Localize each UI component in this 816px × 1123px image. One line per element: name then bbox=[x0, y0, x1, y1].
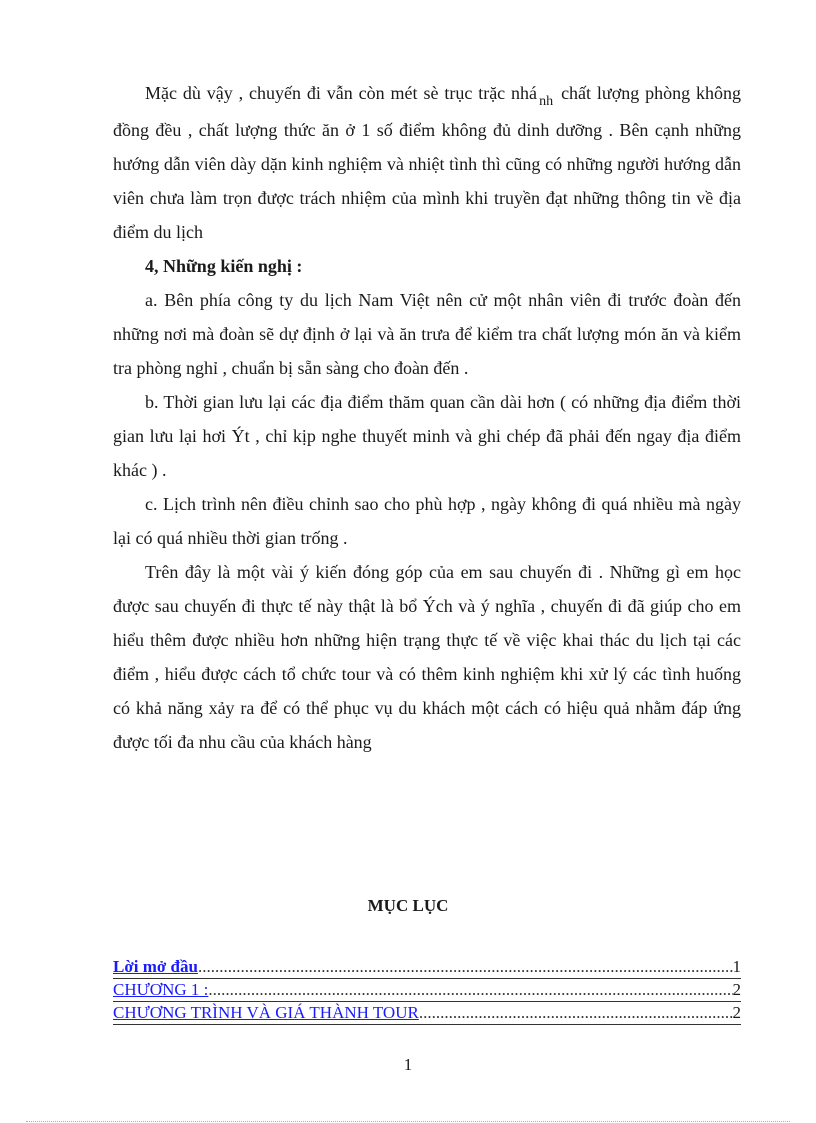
recommendation-a: a. Bên phía công ty du lịch Nam Việt nên cử một nhân viên đi trước đoàn đến những nơi mà đoàn sẽ dự định ở lại và ăn trưa để kiểm tra chất lượng món ăn và kiểm tra phòng nghỉ , chuẩn bị sẵn sàng cho đoàn đến . bbox=[113, 290, 741, 378]
paragraph-text: chất lượng phòng không đồng đều , chất lượng thức ăn ở 1 số điểm không đủ dinh dưỡng . Bên cạnh những hướng dẫn viên dày dặn kinh nghiệm và nhiệt tình thì cũng có những người hướng dẫn viên chưa làm trọn được trách nhiệm của mình khi truyền đạt những thông tin về địa điểm du lịch bbox=[113, 83, 741, 242]
toc-title: MỤC LỤC bbox=[367, 896, 449, 915]
toc-page-number: 1 bbox=[732, 957, 741, 976]
paragraph-conclusion: Trên đây là một vài ý kiến đóng góp của em sau chuyến đi . Những gì em học được sau chuyến đi thực tế này thật là bổ Ých và ý nghĩa , chuyến đi đã giúp cho em hiểu thêm được nhiều hơn những hiện trạng thực tế về việc khai thác du lịch tại các điểm , hiểu được cách tổ chức tour và có thêm kinh nghiệm khi xử lý các tình huống có khả năng xảy ra để có thể phục vụ du khách một cách có hiệu quả nhằm đáp ứng được tối đa nhu cầu của khách hàng bbox=[113, 562, 741, 752]
toc-entry-link[interactable]: Lời mở đầu bbox=[113, 957, 198, 976]
toc-entry[interactable] bbox=[113, 979, 741, 1002]
toc-leader-dots bbox=[208, 979, 732, 1001]
toc-entry-link[interactable]: CHƯƠNG 1 : bbox=[113, 980, 209, 999]
recommendation-c: c. Lịch trình nên điều chỉnh sao cho phù hợp , ngày không đi quá nhiều mà ngày lại có quá nhiều thời gian trống . bbox=[113, 494, 741, 548]
paragraph-summary bbox=[113, 76, 741, 249]
toc-page-number: 2 bbox=[732, 980, 741, 999]
table-of-contents bbox=[113, 956, 741, 1025]
subscript-text: nh bbox=[539, 94, 554, 109]
page-number: 1 bbox=[403, 1055, 413, 1074]
toc-entry-link[interactable]: CHƯƠNG TRÌNH VÀ GIÁ THÀNH TOUR bbox=[113, 1003, 419, 1022]
toc-page-number: 2 bbox=[732, 1003, 741, 1022]
page-boundary-divider bbox=[26, 1121, 790, 1122]
toc-entry[interactable] bbox=[113, 1002, 741, 1025]
toc-leader-dots bbox=[198, 956, 733, 978]
document-body bbox=[113, 76, 741, 759]
section-heading: 4, Những kiến nghị : bbox=[145, 256, 303, 276]
paragraph-text: Mặc dù vậy , chuyến đi vẫn còn mét sè trục trặc nhá bbox=[145, 83, 538, 103]
toc-entry[interactable] bbox=[113, 956, 741, 979]
recommendation-b: b. Thời gian lưu lại các địa điểm thăm quan cần dài hơn ( có những địa điểm thời gian lưu lại hơi Ýt , chỉ kịp nghe thuyết minh và ghi chép đã phải đến ngay địa điểm khác ) . bbox=[113, 392, 741, 480]
toc-leader-dots bbox=[419, 1002, 733, 1024]
